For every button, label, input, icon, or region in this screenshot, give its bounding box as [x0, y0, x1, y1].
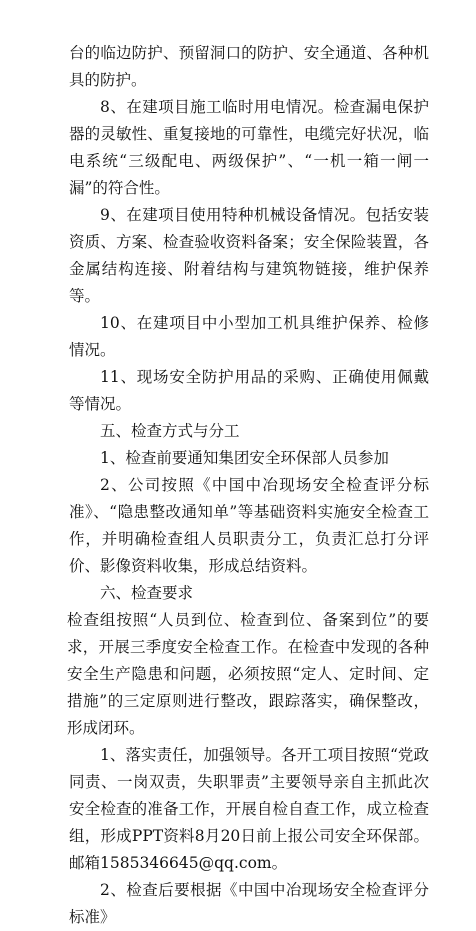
paragraph-12: 2、检查后要根据《中国中冶现场安全检查评分标准》: [69, 881, 429, 926]
paragraph-5: 11、现场安全防护用品的采购、正确使用佩戴等情况。: [69, 368, 429, 413]
paragraph-7: 1、检查前要通知集团安全环保部人员参加: [100, 449, 389, 467]
paragraph-3: 9、在建项目使用特种机械设备情况。包括安装资质、方案、检查验收资料备案；安全保险装置，各金属结构连接、附着结构与建筑物链接，维护保养等。: [69, 206, 429, 305]
paragraph-10: 检查组按照“人员到位、检查到位、备案到位”的要求，开展三季度安全检查工作。在检查中发现的各种安全生产隐患和问题，必须按照“定人、定时间、定措施”的三定原则进行整改，跟踪落实，确保整改，形成闭环。: [67, 611, 429, 737]
paragraph-4: 10、在建项目中小型加工机具维护保养、检修情况。: [69, 314, 429, 359]
paragraph-2: 8、在建项目施工临时用电情况。检查漏电保护器的灵敏性、重复接地的可靠性，电缆完好状况，临电系统“三级配电、两级保护”、“一机一箱一闸一漏”的符合性。: [69, 98, 429, 197]
section-heading-6: 六、检查要求: [100, 584, 194, 602]
paragraph-11: 1、落实责任，加强领导。各开工项目按照“党政同责、一岗双责，失职罪责”主要领导亲自主抓此次安全检查的准备工作，开展自检自查工作，成立检查组，形成PPT资料8月20日前上报公司安全环保部。邮箱1585346645@qq.com。: [69, 746, 429, 872]
paragraph-8: 2、公司按照《中国中冶现场安全检查评分标准》、“隐患整改通知单”等基础资料实施安全检查工作，并明确检查组人员职责分工，负责汇总打分评价、影像资料收集，形成总结资料。: [69, 476, 429, 575]
paragraph-1: 台的临边防护、预留洞口的防护、安全通道、各种机具的防护。: [69, 44, 429, 89]
section-heading-5: 五、检查方式与分工: [100, 422, 240, 440]
